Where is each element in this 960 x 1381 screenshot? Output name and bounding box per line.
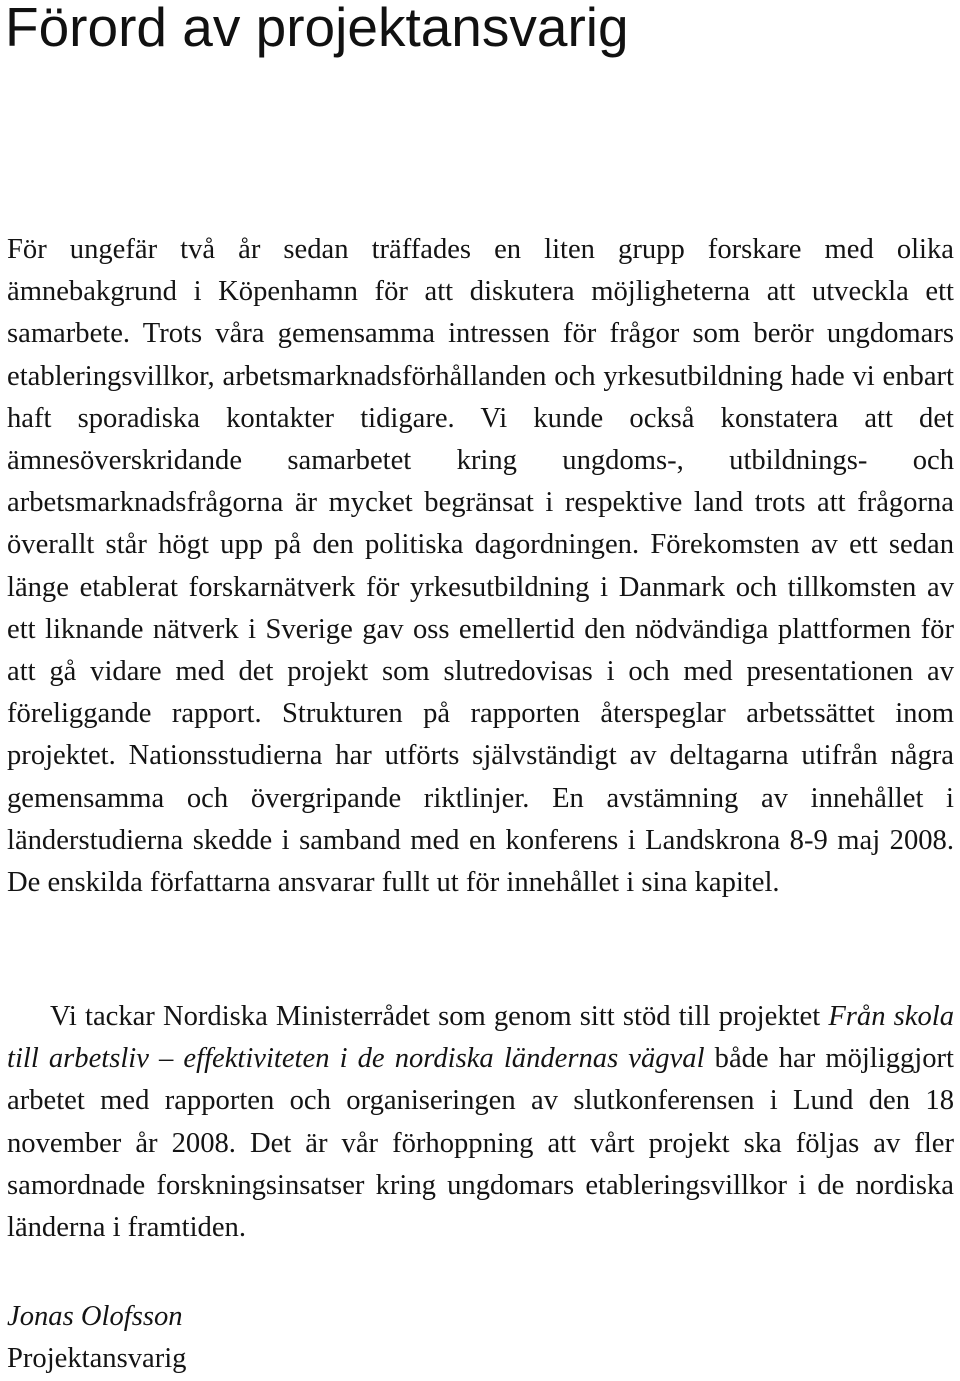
acknowledgement-text-start: Vi tackar Nordiska Ministerrådet som genom sitt stöd till projektet (50, 1001, 821, 1032)
paragraph-intro: För ungefär två år sedan träffades en liten grupp forskare med olika ämnebakgrund i Köpenhamn för att diskutera möjligheterna att utveckla ett samarbete. Trots våra gemensamma intressen för frågor som berör ungdomars etableringsvillkor, arbetsmarknadsförhållanden och yrkesutbildning hade vi enbart haft sporadiska kontakter tidigare. Vi kunde också konstatera att det ämnesöverskridande samarbetet kring ungdoms-, utbildnings- och arbetsmarknadsfrågorna är mycket begränsat i respektive land trots att frågorna överallt står högt upp på den politiska dagordningen. Förekomsten av ett sedan länge etablerat forskarnätverk för yrkesutbildning i Danmark och tillkomsten av ett liknande nätverk i Sverige gav oss emellertid den nödvändiga plattformen för att gå vidare med det projekt som slutredovisas i och med presentationen av föreliggande rapport. Strukturen på rapporten återspeglar arbetssättet inom projektet. Nationsstudierna har utförts självständigt av deltagarna utifrån några gemensamma och övergripande riktlinjer. En avstämning av innehållet i länderstudierna skedde i samband med en konferens i Landskrona 8-9 maj 2008. De enskilda författarna ansvarar fullt ut för innehållet i sina kapitel. (7, 234, 954, 899)
paragraph-acknowledgement (7, 996, 954, 1249)
signature-role: Projektansvarig (7, 1343, 187, 1375)
signature-block (7, 1296, 186, 1380)
project-title: Från skola till arbetsliv – effektiviteten i de nordiska ländernas vägval (7, 1001, 954, 1075)
page-title: Förord av projektansvarig (5, 0, 629, 58)
signature-name: Jonas Olofsson (7, 1301, 183, 1332)
acknowledgement-text-end: både har möjliggjort arbetet med rapporten och organiseringen av slutkonferensen i Lund den 18 november år 2008. Det är vår förhoppning att vårt projekt ska följas av fler samordnade forskningsinsatser kring ungdomars etableringsvillkor i de nordiska länderna i framtiden. (7, 1043, 954, 1244)
